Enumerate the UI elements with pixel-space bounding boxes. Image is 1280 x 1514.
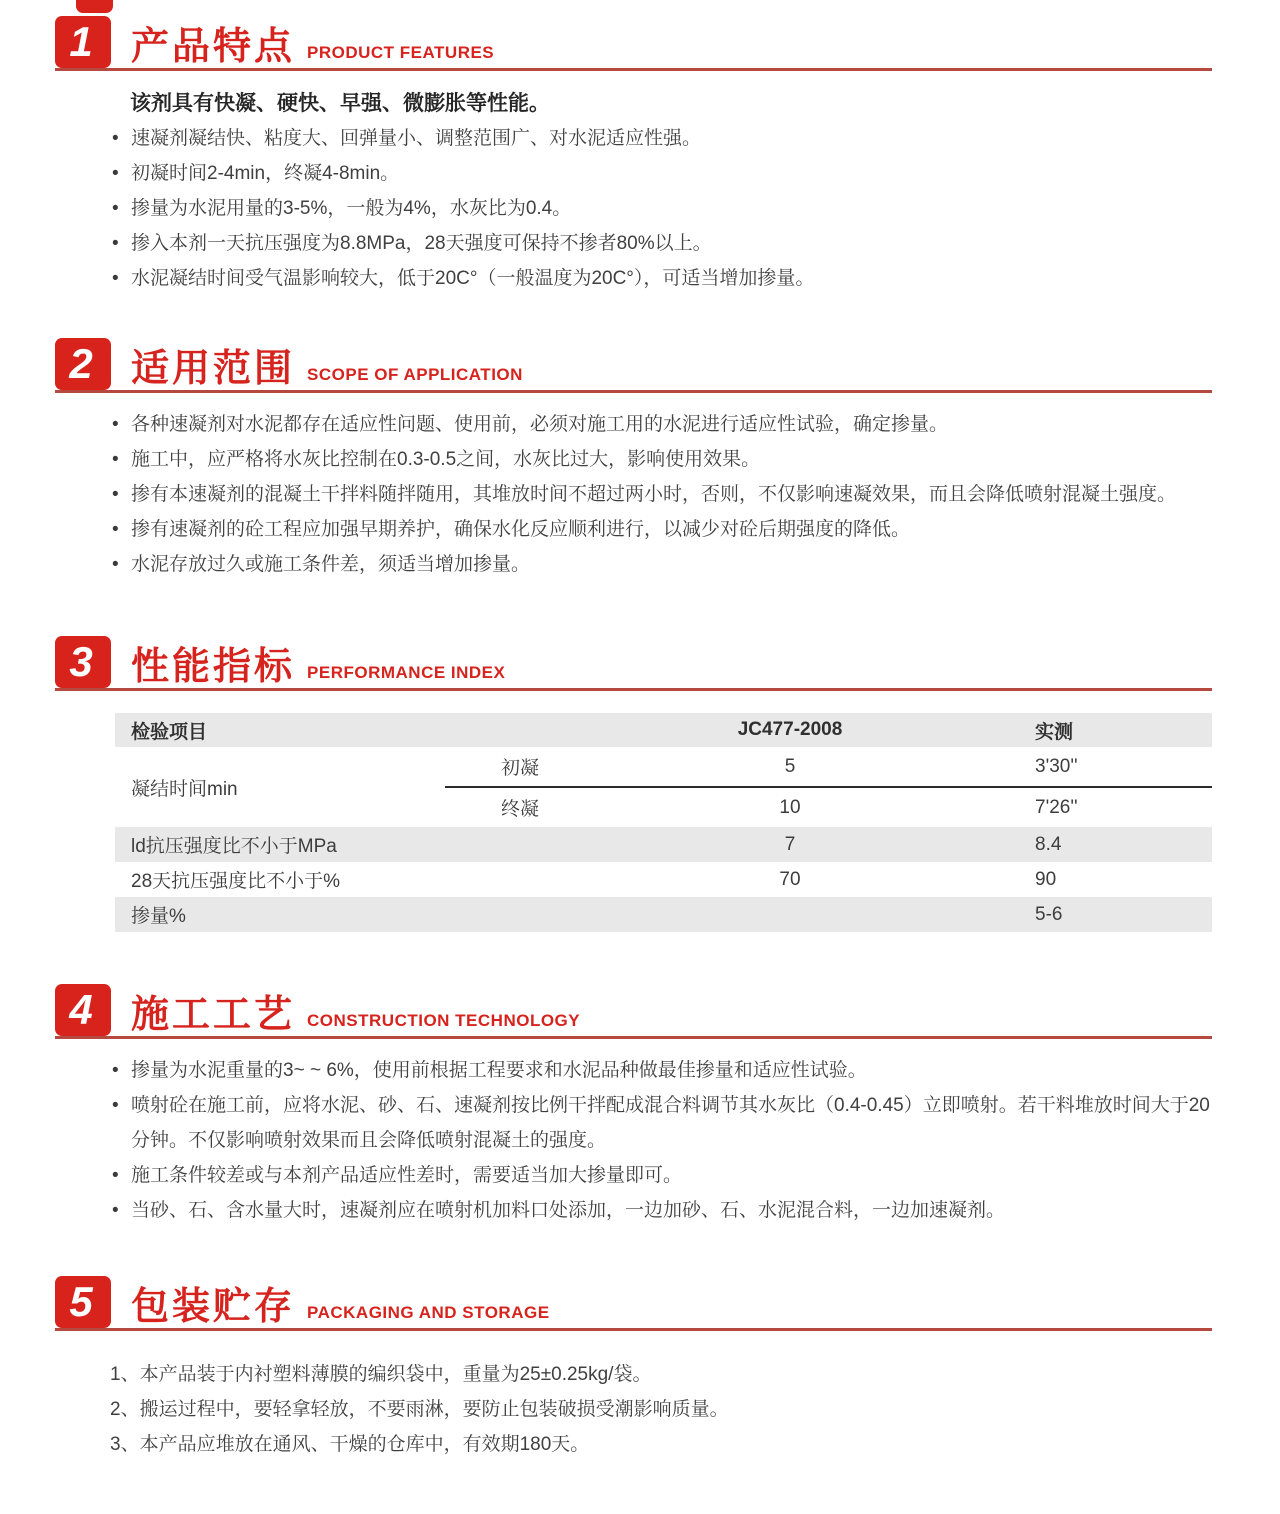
section-scope-of-application bbox=[55, 338, 1212, 582]
list-item: • 各种速凝剂对水泥都存在适应性问题、使用前，必须对施工用的水泥进行适应性试验，确定掺量。 bbox=[112, 407, 1212, 442]
list-item: • 初凝时间2-4min，终凝4-8min。 bbox=[112, 156, 1212, 191]
section-3-header bbox=[55, 636, 1212, 691]
final-set-label: 终凝 bbox=[500, 799, 539, 820]
section-packaging-storage bbox=[55, 1276, 1212, 1462]
table-row bbox=[115, 747, 1212, 787]
row-label: 掺量% bbox=[131, 906, 186, 927]
row-spacer bbox=[445, 897, 595, 932]
construction-bullet-list bbox=[112, 1053, 1212, 1228]
section-1-title: 产品特点 bbox=[131, 26, 296, 68]
section-4-title: 施工工艺 bbox=[131, 994, 296, 1036]
list-item: • 速凝剂凝结快、粘度大、回弹量小、调整范围广、对水泥适应性强。 bbox=[112, 121, 1212, 156]
list-item: 3、本产品应堆放在通风、干燥的仓库中，有效期180天。 bbox=[110, 1434, 590, 1455]
row-spacer bbox=[445, 827, 595, 862]
section-4-number-badge: 4 bbox=[55, 984, 111, 1036]
features-intro-text: 该剂具有快凝、硬快、早强、微膨胀等性能。 bbox=[130, 92, 550, 115]
initial-set-standard: 5 bbox=[595, 747, 985, 787]
initial-set-label: 初凝 bbox=[445, 747, 595, 787]
row-measured: 90 bbox=[1035, 868, 1057, 890]
final-set-standard: 10 bbox=[779, 796, 801, 818]
section-5-title: 包装贮存 bbox=[131, 1286, 296, 1328]
row-standard: 7 bbox=[784, 833, 796, 855]
section-3-title: 性能指标 bbox=[131, 646, 296, 688]
section-5-header bbox=[55, 1276, 1212, 1331]
section-2-number-badge: 2 bbox=[55, 338, 111, 390]
section-2-header bbox=[55, 338, 1212, 393]
section-5-subtitle-en: PACKAGING AND STORAGE bbox=[307, 1303, 550, 1322]
section-2-title: 适用范围 bbox=[131, 348, 296, 390]
section-1-header bbox=[55, 16, 1212, 71]
section-performance-index bbox=[55, 636, 1212, 932]
section-4-header bbox=[55, 984, 1212, 1039]
section-3-subtitle-en: PERFORMANCE INDEX bbox=[307, 663, 506, 682]
section-2-subtitle-en: SCOPE OF APPLICATION bbox=[307, 365, 523, 384]
table-row bbox=[115, 897, 1212, 932]
scope-bullet-list bbox=[112, 407, 1212, 582]
list-item: • 当砂、石、含水量大时，速凝剂应在喷射机加料口处添加，一边加砂、石、水泥混合料，一边加速凝剂。 bbox=[112, 1193, 1212, 1228]
list-item: • 掺有速凝剂的砼工程应加强早期养护，确保水化反应顺利进行，以减少对砼后期强度的降低。 bbox=[112, 512, 1212, 547]
table-row bbox=[115, 862, 1212, 897]
list-item: • 施工条件较差或与本剂产品适应性差时，需要适当加大掺量即可。 bbox=[112, 1158, 1212, 1193]
list-item: • 掺有本速凝剂的混凝土干拌料随拌随用，其堆放时间不超过两小时，否则，不仅影响速凝效果，而且会降低喷射混凝土强度。 bbox=[112, 477, 1212, 512]
row-label: ld抗压强度比不小于MPa bbox=[131, 836, 337, 857]
list-item: • 掺量为水泥重量的3~ ~ 6%，使用前根据工程要求和水泥品种做最佳掺量和适应性试验。 bbox=[112, 1053, 1212, 1088]
row-standard: 70 bbox=[779, 868, 801, 890]
packaging-numbered-list bbox=[110, 1357, 1212, 1462]
section-product-features bbox=[55, 16, 1212, 296]
final-set-measured: 7'26'' bbox=[1035, 796, 1078, 818]
initial-set-measured: 3'30'' bbox=[985, 747, 1212, 787]
section-3-number-badge: 3 bbox=[55, 636, 111, 688]
list-item: 1、本产品装于内衬塑料薄膜的编织袋中，重量为25±0.25kg/袋。 bbox=[110, 1364, 652, 1385]
col-header-item: 检验项目 bbox=[131, 721, 208, 743]
row-measured: 5-6 bbox=[1035, 903, 1063, 925]
section-1-number-badge: 1 bbox=[55, 16, 111, 68]
list-item: • 喷射砼在施工前，应将水泥、砂、石、速凝剂按比例干拌配成混合料调节其水灰比（0.4-0.45）立即喷射。若干料堆放时间大于20分钟。不仅影响喷射效果而且会降低喷射混凝土的强度。 bbox=[112, 1088, 1212, 1158]
list-item: • 掺量为水泥用量的3-5%，一般为4%，水灰比为0.4。 bbox=[112, 191, 1212, 226]
list-item: 2、搬运过程中，要轻拿轻放，不要雨淋，要防止包装破损受潮影响质量。 bbox=[110, 1399, 729, 1420]
section-construction-technology bbox=[55, 984, 1212, 1228]
list-item: • 水泥存放过久或施工条件差，须适当增加掺量。 bbox=[112, 547, 1212, 582]
col-header-standard: JC477-2008 bbox=[737, 719, 843, 740]
row-label: 28天抗压强度比不小于% bbox=[131, 871, 341, 892]
features-bullet-list bbox=[112, 121, 1212, 296]
row-spacer bbox=[445, 862, 595, 897]
performance-table bbox=[115, 713, 1212, 932]
section-1-subtitle-en: PRODUCT FEATURES bbox=[307, 43, 495, 62]
table-row bbox=[115, 827, 1212, 862]
cropped-red-decoration bbox=[76, 0, 113, 13]
list-item: • 掺入本剂一天抗压强度为8.8MPa，28天强度可保持不掺者80%以上。 bbox=[112, 226, 1212, 261]
row-standard bbox=[595, 897, 985, 932]
col-header-measured: 实测 bbox=[1035, 721, 1074, 743]
table-header-row bbox=[115, 713, 1212, 747]
section-4-subtitle-en: CONSTRUCTION TECHNOLOGY bbox=[307, 1011, 581, 1030]
setting-time-label: 凝结时间min bbox=[131, 778, 238, 800]
col-header-spacer bbox=[445, 713, 595, 747]
section-5-number-badge: 5 bbox=[55, 1276, 111, 1328]
list-item: • 水泥凝结时间受气温影响较大，低于20C°（一般温度为20C°），可适当增加掺量。 bbox=[112, 261, 1212, 296]
list-item: • 施工中，应严格将水灰比控制在0.3-0.5之间，水灰比过大，影响使用效果。 bbox=[112, 442, 1212, 477]
row-measured: 8.4 bbox=[1035, 833, 1062, 855]
